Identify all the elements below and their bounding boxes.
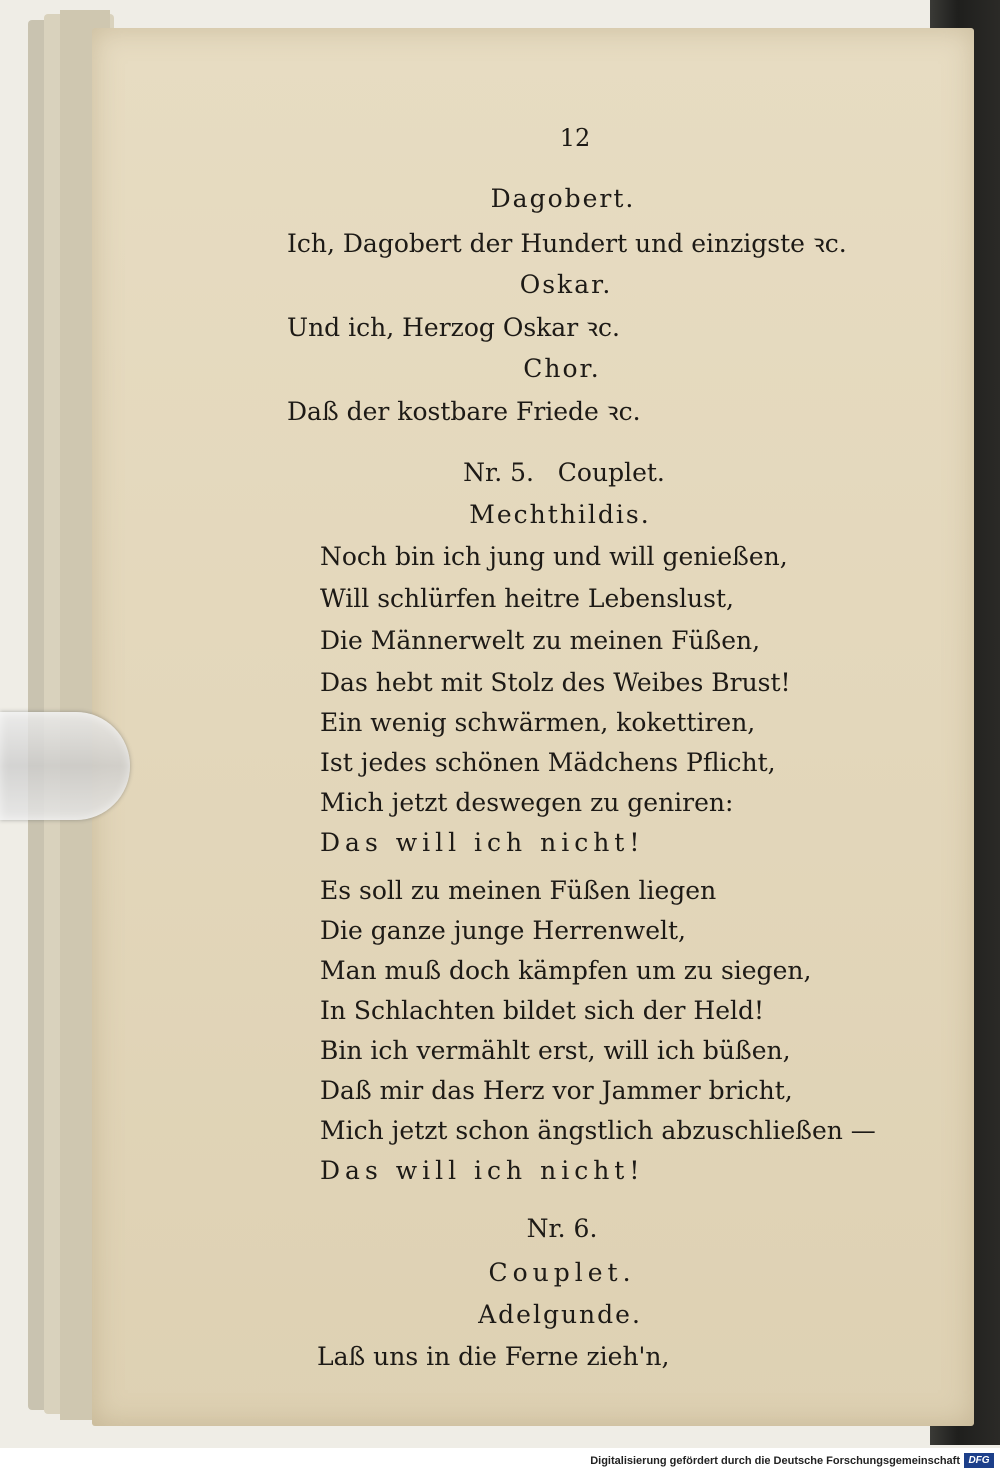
verse-line: Will schlürfen heitre Lebenslust,: [320, 584, 734, 613]
verse-refrain: Das will ich nicht!: [320, 1156, 645, 1185]
verse-line: Mich jetzt schon ängstlich abzuschließen —: [320, 1116, 876, 1145]
verse-line: Das hebt mit Stolz des Weibes Brust!: [320, 668, 791, 697]
funding-credit: Digitalisierung gefördert durch die Deutsche Forschungsgemeinschaft: [590, 1455, 960, 1467]
verse-line: Ist jedes schönen Mädchens Pflicht,: [320, 748, 776, 777]
verse-line: Noch bin ich jung und will genießen,: [320, 542, 788, 571]
speaker-mechthildis: Mechthildis.: [469, 500, 651, 529]
verse-line: Daß mir das Herz vor Jammer bricht,: [320, 1076, 793, 1105]
verse-line: In Schlachten bildet sich der Held!: [320, 996, 765, 1025]
verse-line: Laß uns in die Ferne zieh'n,: [317, 1342, 670, 1371]
verse-line: Die ganze junge Herrenwelt,: [320, 916, 686, 945]
speaker-adelgunde: Adelgunde.: [478, 1300, 642, 1329]
speaker-dagobert: Dagobert.: [490, 184, 636, 213]
verse-line: Die Männerwelt zu meinen Füßen,: [320, 626, 761, 655]
dialogue-line: Ich, Dagobert der Hundert und einzigste ꝛc.: [287, 229, 847, 258]
verse-line: Es soll zu meinen Füßen liegen: [320, 876, 717, 905]
verse-line: Man muß doch kämpfen um zu siegen,: [320, 956, 812, 985]
speaker-chor: Chor.: [523, 354, 601, 383]
section-heading: Nr. 5. Couplet.: [463, 458, 665, 487]
verse-refrain: Das will ich nicht!: [320, 828, 645, 857]
dialogue-line: Daß der kostbare Friede ꝛc.: [287, 397, 641, 426]
dfg-logo: DFG: [964, 1453, 994, 1468]
verse-line: Ein wenig schwärmen, kokettiren,: [320, 708, 756, 737]
verse-line: Mich jetzt deswegen zu geniren:: [320, 788, 734, 817]
section-title: Couplet.: [488, 1258, 636, 1287]
speaker-oskar: Oskar.: [519, 270, 613, 299]
page-clip: [0, 712, 130, 820]
dialogue-line: Und ich, Herzog Oskar ꝛc.: [287, 313, 620, 342]
section-heading: Nr. 6.: [526, 1214, 598, 1243]
page-number: 12: [559, 124, 591, 152]
verse-line: Bin ich vermählt erst, will ich büßen,: [320, 1036, 791, 1065]
